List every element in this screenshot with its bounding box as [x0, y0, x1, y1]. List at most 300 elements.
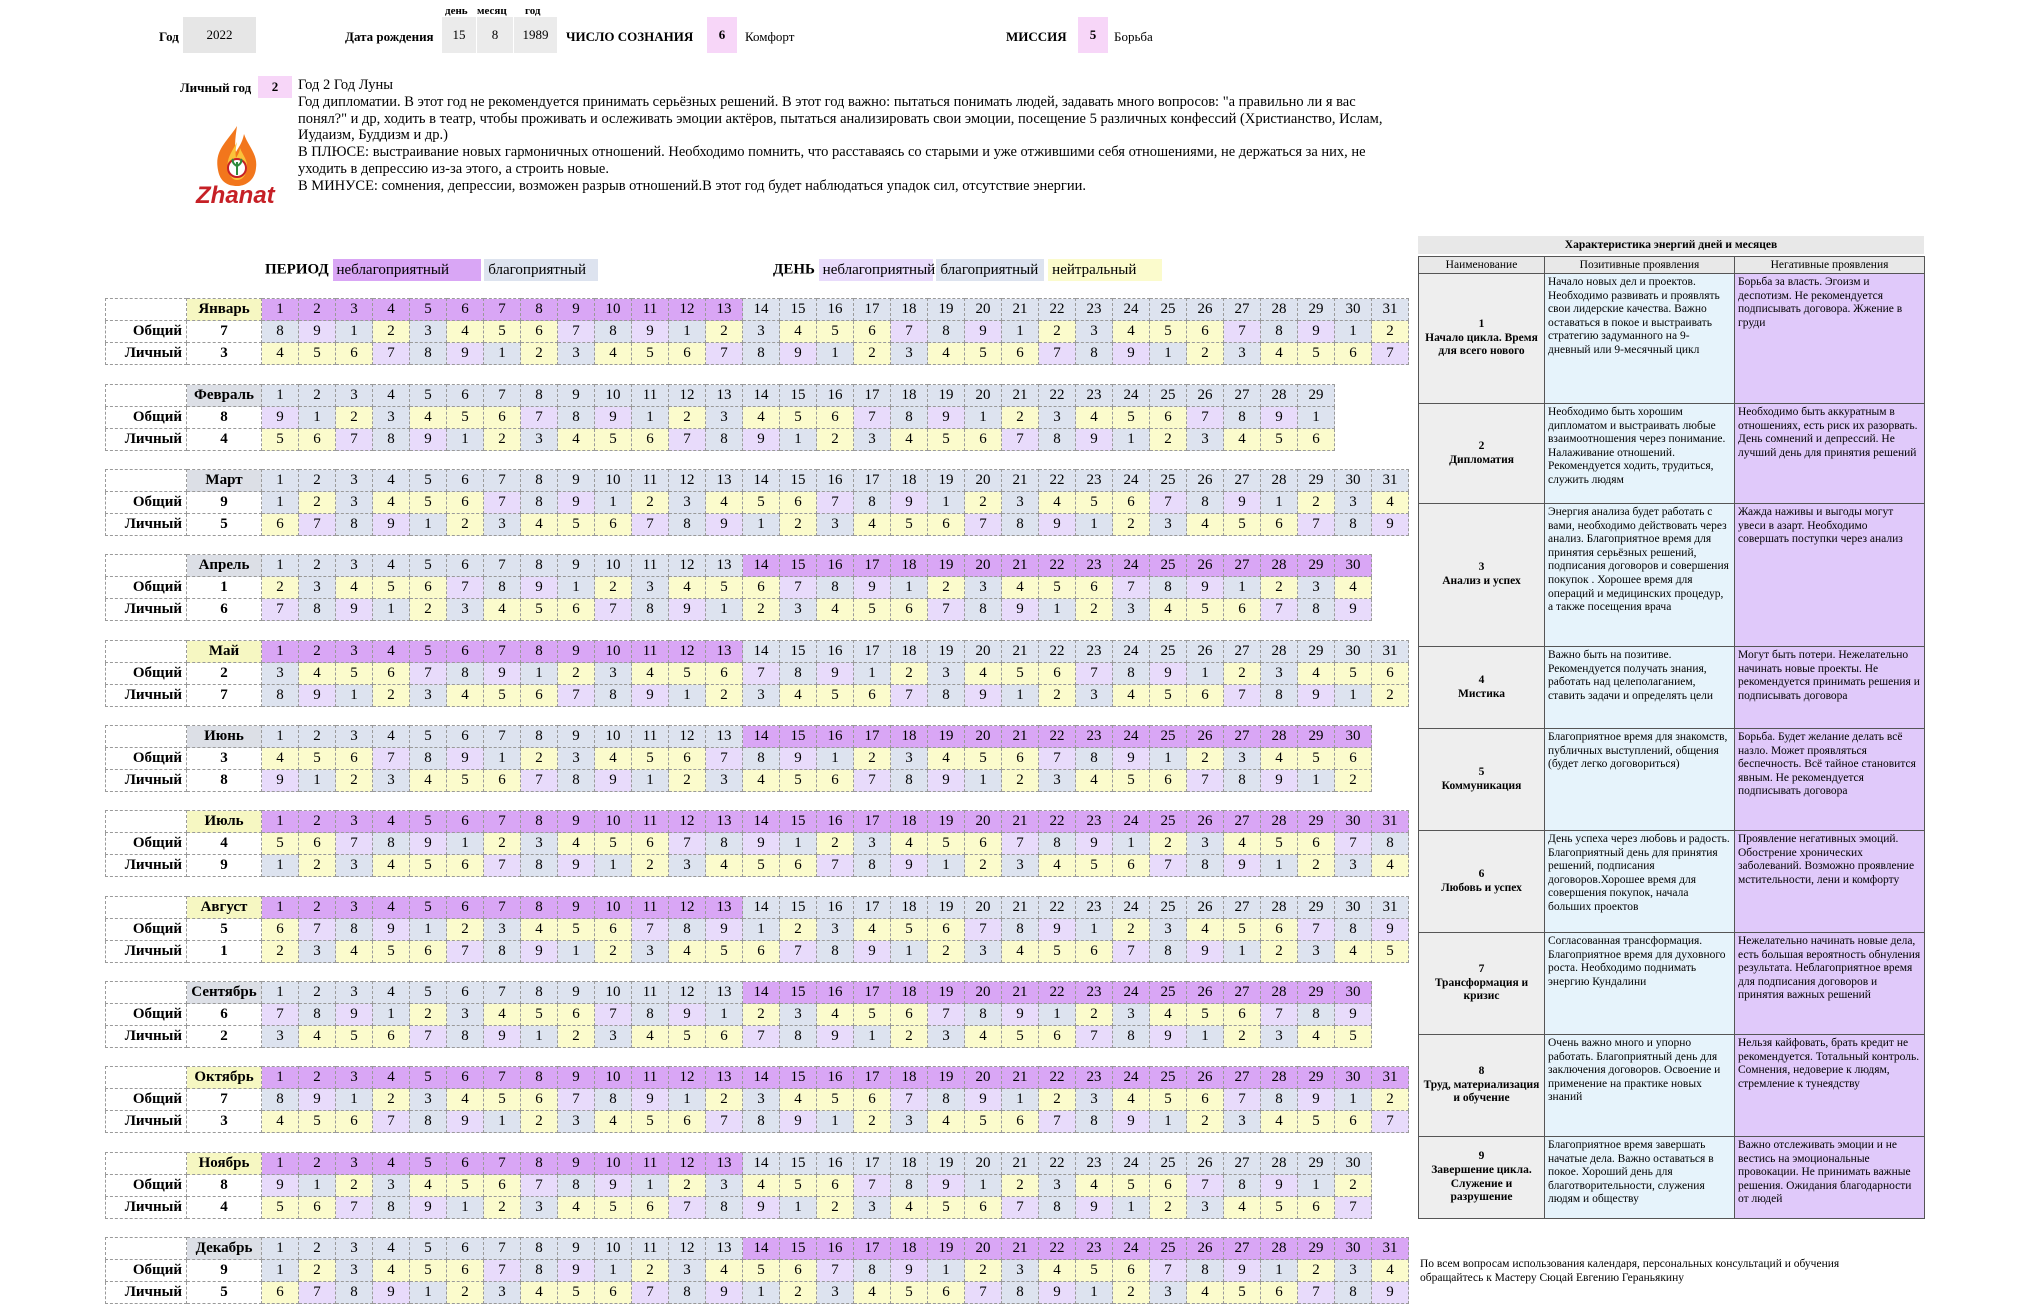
day-number[interactable]: 20 — [965, 1238, 1002, 1260]
day-number[interactable]: 12 — [669, 385, 706, 407]
day-number[interactable]: 3 — [336, 1153, 373, 1175]
day-number[interactable]: 28 — [1261, 1067, 1298, 1089]
day-number[interactable]: 17 — [854, 1067, 891, 1089]
personal-day-energy[interactable]: 2 — [1113, 1282, 1150, 1304]
personal-day-energy[interactable]: 9 — [484, 1026, 521, 1048]
common-day-energy[interactable]: 3 — [1224, 748, 1261, 770]
personal-day-energy[interactable]: 7 — [373, 343, 410, 365]
personal-day-energy[interactable]: 2 — [1113, 514, 1150, 536]
personal-day-energy[interactable]: 6 — [299, 429, 336, 451]
personal-day-energy[interactable]: 6 — [743, 941, 780, 963]
personal-day-energy[interactable]: 9 — [1335, 599, 1372, 621]
common-day-energy[interactable]: 2 — [928, 577, 965, 599]
day-number[interactable]: 22 — [1039, 811, 1076, 833]
common-day-energy[interactable]: 8 — [1113, 663, 1150, 685]
personal-day-energy[interactable]: 4 — [1002, 941, 1039, 963]
day-number[interactable]: 30 — [1335, 726, 1372, 748]
common-day-energy[interactable]: 6 — [743, 577, 780, 599]
personal-day-energy[interactable]: 2 — [1372, 685, 1409, 707]
common-day-energy[interactable]: 9 — [1335, 1004, 1372, 1026]
personal-day-energy[interactable]: 9 — [373, 514, 410, 536]
day-number[interactable]: 20 — [965, 897, 1002, 919]
personal-day-energy[interactable]: 9 — [854, 941, 891, 963]
personal-day-energy[interactable]: 7 — [965, 514, 1002, 536]
personal-day-energy[interactable]: 1 — [817, 1111, 854, 1133]
day-number[interactable]: 15 — [780, 1238, 817, 1260]
day-number[interactable]: 24 — [1113, 470, 1150, 492]
personal-day-energy[interactable]: 9 — [447, 343, 484, 365]
common-day-energy[interactable]: 5 — [1039, 577, 1076, 599]
personal-day-energy[interactable]: 4 — [595, 1111, 632, 1133]
personal-day-energy[interactable]: 7 — [1039, 1111, 1076, 1133]
personal-day-energy[interactable]: 8 — [669, 514, 706, 536]
common-day-energy[interactable]: 6 — [854, 321, 891, 343]
day-number[interactable]: 14 — [743, 726, 780, 748]
day-number[interactable]: 16 — [817, 1238, 854, 1260]
day-number[interactable]: 26 — [1187, 1067, 1224, 1089]
common-day-energy[interactable]: 4 — [484, 1004, 521, 1026]
personal-day-energy[interactable]: 1 — [1039, 599, 1076, 621]
personal-day-energy[interactable]: 4 — [817, 599, 854, 621]
personal-day-energy[interactable]: 7 — [1372, 343, 1409, 365]
personal-day-energy[interactable]: 8 — [1002, 1282, 1039, 1304]
common-day-energy[interactable]: 9 — [891, 492, 928, 514]
common-day-energy[interactable]: 3 — [336, 1260, 373, 1282]
personal-day-energy[interactable]: 8 — [299, 599, 336, 621]
personal-day-energy[interactable]: 8 — [1224, 770, 1261, 792]
personal-day-energy[interactable]: 3 — [1076, 685, 1113, 707]
common-day-energy[interactable]: 4 — [1113, 321, 1150, 343]
common-day-energy[interactable]: 4 — [262, 748, 299, 770]
common-day-energy[interactable]: 2 — [1002, 407, 1039, 429]
common-day-energy[interactable]: 2 — [817, 833, 854, 855]
day-number[interactable]: 13 — [706, 641, 743, 663]
common-day-energy[interactable]: 6 — [1187, 321, 1224, 343]
personal-day-energy[interactable]: 8 — [854, 855, 891, 877]
common-day-energy[interactable]: 7 — [299, 919, 336, 941]
personal-day-energy[interactable]: 2 — [965, 855, 1002, 877]
personal-day-energy[interactable]: 4 — [336, 941, 373, 963]
day-number[interactable]: 2 — [299, 1238, 336, 1260]
common-day-energy[interactable]: 6 — [669, 748, 706, 770]
personal-day-energy[interactable]: 4 — [632, 1026, 669, 1048]
common-day-energy[interactable]: 7 — [817, 492, 854, 514]
common-day-energy[interactable]: 7 — [484, 1260, 521, 1282]
personal-day-energy[interactable]: 4 — [891, 429, 928, 451]
common-day-energy[interactable]: 2 — [1298, 1260, 1335, 1282]
common-day-energy[interactable]: 1 — [1002, 1089, 1039, 1111]
common-day-energy[interactable]: 6 — [447, 1260, 484, 1282]
common-day-energy[interactable]: 6 — [336, 748, 373, 770]
day-number[interactable]: 4 — [373, 385, 410, 407]
day-number[interactable]: 10 — [595, 1238, 632, 1260]
common-day-energy[interactable]: 8 — [558, 1175, 595, 1197]
personal-day-energy[interactable]: 5 — [928, 429, 965, 451]
personal-day-energy[interactable]: 6 — [965, 429, 1002, 451]
day-number[interactable]: 6 — [447, 726, 484, 748]
day-number[interactable]: 11 — [632, 1153, 669, 1175]
personal-day-energy[interactable]: 8 — [373, 1197, 410, 1219]
personal-day-energy[interactable]: 9 — [1224, 855, 1261, 877]
day-number[interactable]: 15 — [780, 726, 817, 748]
common-day-energy[interactable]: 9 — [1298, 321, 1335, 343]
day-number[interactable]: 7 — [484, 1067, 521, 1089]
day-number[interactable]: 11 — [632, 726, 669, 748]
day-number[interactable]: 10 — [595, 470, 632, 492]
common-day-energy[interactable]: 1 — [1002, 321, 1039, 343]
common-day-energy[interactable]: 2 — [1187, 748, 1224, 770]
day-number[interactable]: 19 — [928, 897, 965, 919]
personal-day-energy[interactable]: 3 — [1002, 855, 1039, 877]
day-number[interactable]: 5 — [410, 811, 447, 833]
personal-day-energy[interactable]: 6 — [1150, 770, 1187, 792]
common-day-energy[interactable]: 4 — [1039, 1260, 1076, 1282]
personal-day-energy[interactable]: 8 — [1335, 1282, 1372, 1304]
personal-day-energy[interactable]: 2 — [1002, 770, 1039, 792]
day-number[interactable]: 18 — [891, 299, 928, 321]
common-day-energy[interactable]: 3 — [595, 663, 632, 685]
common-day-energy[interactable]: 8 — [780, 663, 817, 685]
common-day-energy[interactable]: 1 — [669, 1089, 706, 1111]
common-day-energy[interactable]: 3 — [669, 492, 706, 514]
personal-day-energy[interactable]: 6 — [1335, 1111, 1372, 1133]
common-day-energy[interactable]: 7 — [1298, 919, 1335, 941]
common-day-energy[interactable]: 6 — [373, 663, 410, 685]
common-day-energy[interactable]: 8 — [1372, 833, 1409, 855]
common-day-energy[interactable]: 2 — [1372, 1089, 1409, 1111]
day-number[interactable]: 11 — [632, 1067, 669, 1089]
personal-day-energy[interactable]: 2 — [262, 941, 299, 963]
common-day-energy[interactable]: 9 — [965, 321, 1002, 343]
personal-day-energy[interactable]: 5 — [1224, 514, 1261, 536]
day-number[interactable]: 19 — [928, 982, 965, 1004]
day-number[interactable]: 2 — [299, 897, 336, 919]
day-number[interactable]: 9 — [558, 470, 595, 492]
day-number[interactable]: 3 — [336, 726, 373, 748]
day-number[interactable]: 5 — [410, 299, 447, 321]
common-day-energy[interactable]: 1 — [447, 833, 484, 855]
day-number[interactable]: 26 — [1187, 811, 1224, 833]
day-number[interactable]: 14 — [743, 641, 780, 663]
day-number[interactable]: 27 — [1224, 555, 1261, 577]
personal-day-energy[interactable]: 3 — [484, 1282, 521, 1304]
personal-day-energy[interactable]: 8 — [743, 1111, 780, 1133]
personal-day-energy[interactable]: 6 — [669, 1111, 706, 1133]
common-day-energy[interactable]: 2 — [336, 1175, 373, 1197]
day-number[interactable]: 16 — [817, 811, 854, 833]
personal-day-energy[interactable]: 7 — [632, 1282, 669, 1304]
day-number[interactable]: 22 — [1039, 1153, 1076, 1175]
personal-day-energy[interactable]: 6 — [928, 1282, 965, 1304]
personal-day-energy[interactable]: 8 — [1261, 685, 1298, 707]
day-number[interactable]: 3 — [336, 641, 373, 663]
personal-day-energy[interactable]: 8 — [336, 514, 373, 536]
day-number[interactable]: 20 — [965, 982, 1002, 1004]
common-day-energy[interactable]: 3 — [1187, 833, 1224, 855]
day-number[interactable]: 22 — [1039, 1238, 1076, 1260]
day-number[interactable]: 25 — [1150, 982, 1187, 1004]
day-number[interactable]: 11 — [632, 1238, 669, 1260]
day-number[interactable]: 8 — [521, 1238, 558, 1260]
common-day-energy[interactable]: 8 — [743, 748, 780, 770]
day-number[interactable]: 28 — [1261, 897, 1298, 919]
day-number[interactable]: 30 — [1335, 897, 1372, 919]
day-number[interactable]: 23 — [1076, 811, 1113, 833]
personal-day-energy[interactable]: 4 — [1335, 941, 1372, 963]
personal-day-energy[interactable]: 8 — [1187, 855, 1224, 877]
common-day-energy[interactable]: 5 — [743, 492, 780, 514]
common-day-energy[interactable]: 4 — [1076, 407, 1113, 429]
personal-day-energy[interactable]: 9 — [1298, 685, 1335, 707]
common-day-energy[interactable]: 8 — [595, 321, 632, 343]
day-number[interactable]: 21 — [1002, 299, 1039, 321]
common-day-energy[interactable]: 1 — [262, 492, 299, 514]
day-number[interactable]: 6 — [447, 470, 484, 492]
common-day-energy[interactable]: 7 — [484, 492, 521, 514]
day-number[interactable]: 9 — [558, 555, 595, 577]
personal-day-energy[interactable]: 8 — [780, 1026, 817, 1048]
personal-day-energy[interactable]: 1 — [1150, 1111, 1187, 1133]
personal-day-energy[interactable]: 5 — [891, 1282, 928, 1304]
personal-day-energy[interactable]: 9 — [743, 1197, 780, 1219]
personal-day-energy[interactable]: 5 — [1150, 685, 1187, 707]
common-day-energy[interactable]: 8 — [854, 1260, 891, 1282]
personal-day-energy[interactable]: 1 — [1076, 1282, 1113, 1304]
day-number[interactable]: 23 — [1076, 1153, 1113, 1175]
day-number[interactable]: 5 — [410, 1067, 447, 1089]
personal-day-energy[interactable]: 4 — [558, 429, 595, 451]
common-day-energy[interactable]: 1 — [1150, 748, 1187, 770]
day-number[interactable]: 18 — [891, 897, 928, 919]
day-number[interactable]: 28 — [1261, 982, 1298, 1004]
common-day-energy[interactable]: 6 — [262, 919, 299, 941]
common-day-energy[interactable]: 3 — [410, 1089, 447, 1111]
personal-day-energy[interactable]: 1 — [447, 429, 484, 451]
common-day-energy[interactable]: 4 — [928, 748, 965, 770]
day-number[interactable]: 8 — [521, 897, 558, 919]
day-number[interactable]: 7 — [484, 1153, 521, 1175]
day-number[interactable]: 17 — [854, 726, 891, 748]
common-day-energy[interactable]: 8 — [1224, 1175, 1261, 1197]
common-day-energy[interactable]: 3 — [854, 833, 891, 855]
common-day-energy[interactable]: 4 — [854, 919, 891, 941]
day-number[interactable]: 22 — [1039, 982, 1076, 1004]
day-number[interactable]: 2 — [299, 641, 336, 663]
personal-day-energy[interactable]: 1 — [743, 514, 780, 536]
day-number[interactable]: 4 — [373, 299, 410, 321]
day-number[interactable]: 16 — [817, 555, 854, 577]
common-day-energy[interactable]: 9 — [1224, 1260, 1261, 1282]
common-day-energy[interactable]: 9 — [373, 919, 410, 941]
common-day-energy[interactable]: 2 — [965, 1260, 1002, 1282]
day-number[interactable]: 20 — [965, 470, 1002, 492]
personal-day-energy[interactable]: 6 — [854, 685, 891, 707]
common-day-energy[interactable]: 6 — [706, 663, 743, 685]
common-day-energy[interactable]: 5 — [743, 1260, 780, 1282]
day-number[interactable]: 24 — [1113, 982, 1150, 1004]
day-number[interactable]: 7 — [484, 811, 521, 833]
day-number[interactable]: 7 — [484, 1238, 521, 1260]
common-day-energy[interactable]: 1 — [1335, 321, 1372, 343]
common-day-energy[interactable]: 3 — [1039, 1175, 1076, 1197]
day-number[interactable]: 13 — [706, 1238, 743, 1260]
day-number[interactable]: 27 — [1224, 1067, 1261, 1089]
common-day-energy[interactable]: 2 — [780, 919, 817, 941]
personal-day-energy[interactable]: 4 — [1372, 855, 1409, 877]
personal-day-energy[interactable]: 6 — [336, 343, 373, 365]
day-number[interactable]: 7 — [484, 897, 521, 919]
personal-day-energy[interactable]: 6 — [1298, 429, 1335, 451]
personal-day-energy[interactable]: 9 — [706, 1282, 743, 1304]
personal-day-energy[interactable]: 2 — [1187, 1111, 1224, 1133]
day-number[interactable]: 19 — [928, 641, 965, 663]
common-day-energy[interactable]: 7 — [743, 663, 780, 685]
day-number[interactable]: 21 — [1002, 726, 1039, 748]
personal-day-energy[interactable]: 1 — [1187, 1026, 1224, 1048]
common-day-energy[interactable]: 4 — [1224, 833, 1261, 855]
day-number[interactable]: 24 — [1113, 897, 1150, 919]
common-day-energy[interactable]: 2 — [1150, 833, 1187, 855]
day-number[interactable]: 24 — [1113, 1238, 1150, 1260]
personal-day-energy[interactable]: 4 — [965, 1026, 1002, 1048]
common-day-energy[interactable]: 9 — [817, 663, 854, 685]
common-day-energy[interactable]: 5 — [669, 663, 706, 685]
day-number[interactable]: 12 — [669, 641, 706, 663]
common-day-energy[interactable]: 6 — [1187, 1089, 1224, 1111]
common-day-energy[interactable]: 5 — [262, 833, 299, 855]
common-day-energy[interactable]: 5 — [817, 1089, 854, 1111]
personal-day-energy[interactable]: 7 — [299, 514, 336, 536]
personal-day-energy[interactable]: 4 — [262, 1111, 299, 1133]
personal-day-energy[interactable]: 5 — [1002, 1026, 1039, 1048]
common-day-energy[interactable]: 4 — [965, 663, 1002, 685]
personal-day-energy[interactable]: 6 — [336, 1111, 373, 1133]
day-number[interactable]: 3 — [336, 1238, 373, 1260]
day-number[interactable]: 3 — [336, 470, 373, 492]
day-number[interactable]: 21 — [1002, 1153, 1039, 1175]
personal-day-energy[interactable]: 5 — [1113, 770, 1150, 792]
personal-day-energy[interactable]: 5 — [1224, 1282, 1261, 1304]
personal-day-energy[interactable]: 8 — [484, 941, 521, 963]
common-day-energy[interactable]: 5 — [965, 748, 1002, 770]
personal-day-energy[interactable]: 7 — [1002, 1197, 1039, 1219]
personal-day-energy[interactable]: 4 — [1113, 685, 1150, 707]
day-number[interactable]: 11 — [632, 811, 669, 833]
day-number[interactable]: 2 — [299, 982, 336, 1004]
common-day-energy[interactable]: 2 — [891, 663, 928, 685]
common-day-energy[interactable]: 5 — [336, 663, 373, 685]
day-number[interactable]: 3 — [336, 1067, 373, 1089]
personal-day-energy[interactable]: 4 — [928, 343, 965, 365]
day-number[interactable]: 1 — [262, 726, 299, 748]
common-day-energy[interactable]: 7 — [336, 833, 373, 855]
day-number[interactable]: 26 — [1187, 982, 1224, 1004]
common-day-energy[interactable]: 8 — [669, 919, 706, 941]
personal-day-energy[interactable]: 2 — [1335, 770, 1372, 792]
common-day-energy[interactable]: 1 — [1261, 492, 1298, 514]
day-number[interactable]: 22 — [1039, 897, 1076, 919]
common-day-energy[interactable]: 6 — [928, 919, 965, 941]
day-number[interactable]: 5 — [410, 641, 447, 663]
personal-day-energy[interactable]: 7 — [447, 941, 484, 963]
personal-day-energy[interactable]: 9 — [928, 770, 965, 792]
common-day-energy[interactable]: 7 — [1113, 577, 1150, 599]
personal-day-energy[interactable]: 5 — [854, 599, 891, 621]
common-day-energy[interactable]: 7 — [262, 1004, 299, 1026]
personal-day-energy[interactable]: 7 — [965, 1282, 1002, 1304]
day-number[interactable]: 15 — [780, 982, 817, 1004]
day-number[interactable]: 25 — [1150, 385, 1187, 407]
day-number[interactable]: 24 — [1113, 1067, 1150, 1089]
common-day-energy[interactable]: 4 — [447, 1089, 484, 1111]
personal-day-energy[interactable]: 2 — [410, 599, 447, 621]
common-day-energy[interactable]: 3 — [1076, 321, 1113, 343]
day-number[interactable]: 20 — [965, 641, 1002, 663]
personal-day-energy[interactable]: 1 — [1113, 429, 1150, 451]
common-day-energy[interactable]: 8 — [891, 407, 928, 429]
common-day-energy[interactable]: 3 — [743, 1089, 780, 1111]
personal-day-energy[interactable]: 2 — [373, 685, 410, 707]
personal-day-energy[interactable]: 7 — [1150, 855, 1187, 877]
common-day-energy[interactable]: 5 — [1113, 407, 1150, 429]
common-day-energy[interactable]: 3 — [1335, 1260, 1372, 1282]
personal-day-energy[interactable]: 3 — [1224, 343, 1261, 365]
day-number[interactable]: 31 — [1372, 1067, 1409, 1089]
day-number[interactable]: 18 — [891, 1153, 928, 1175]
personal-day-energy[interactable]: 5 — [595, 1197, 632, 1219]
common-day-energy[interactable]: 2 — [1039, 1089, 1076, 1111]
day-number[interactable]: 19 — [928, 385, 965, 407]
day-number[interactable]: 27 — [1224, 811, 1261, 833]
common-day-energy[interactable]: 1 — [299, 1175, 336, 1197]
day-number[interactable]: 26 — [1187, 726, 1224, 748]
day-number[interactable]: 16 — [817, 1067, 854, 1089]
personal-day-energy[interactable]: 5 — [262, 1197, 299, 1219]
personal-day-energy[interactable]: 5 — [595, 429, 632, 451]
day-number[interactable]: 6 — [447, 555, 484, 577]
day-number[interactable]: 17 — [854, 1153, 891, 1175]
common-day-energy[interactable]: 3 — [928, 663, 965, 685]
personal-day-energy[interactable]: 5 — [558, 1282, 595, 1304]
day-number[interactable]: 14 — [743, 811, 780, 833]
common-day-energy[interactable]: 5 — [928, 833, 965, 855]
personal-day-energy[interactable]: 7 — [817, 855, 854, 877]
day-number[interactable]: 24 — [1113, 641, 1150, 663]
day-number[interactable]: 5 — [410, 1153, 447, 1175]
personal-day-energy[interactable]: 4 — [1150, 599, 1187, 621]
personal-day-energy[interactable]: 7 — [632, 514, 669, 536]
common-day-energy[interactable]: 4 — [780, 321, 817, 343]
day-number[interactable]: 19 — [928, 1238, 965, 1260]
common-day-energy[interactable]: 1 — [965, 407, 1002, 429]
day-number[interactable]: 6 — [447, 897, 484, 919]
common-day-energy[interactable]: 7 — [706, 748, 743, 770]
common-day-energy[interactable]: 4 — [299, 663, 336, 685]
personal-day-energy[interactable]: 2 — [669, 770, 706, 792]
day-number[interactable]: 4 — [373, 897, 410, 919]
personal-day-energy[interactable]: 1 — [965, 770, 1002, 792]
personal-day-energy[interactable]: 8 — [1039, 429, 1076, 451]
personal-day-energy[interactable]: 9 — [1076, 1197, 1113, 1219]
personal-day-energy[interactable]: 7 — [1298, 1282, 1335, 1304]
personal-day-energy[interactable]: 6 — [1261, 514, 1298, 536]
day-number[interactable]: 14 — [743, 897, 780, 919]
day-number[interactable]: 3 — [336, 385, 373, 407]
day-number[interactable]: 12 — [669, 811, 706, 833]
birth-month-value[interactable]: 8 — [477, 17, 513, 53]
day-number[interactable]: 29 — [1298, 897, 1335, 919]
day-number[interactable]: 29 — [1298, 385, 1335, 407]
